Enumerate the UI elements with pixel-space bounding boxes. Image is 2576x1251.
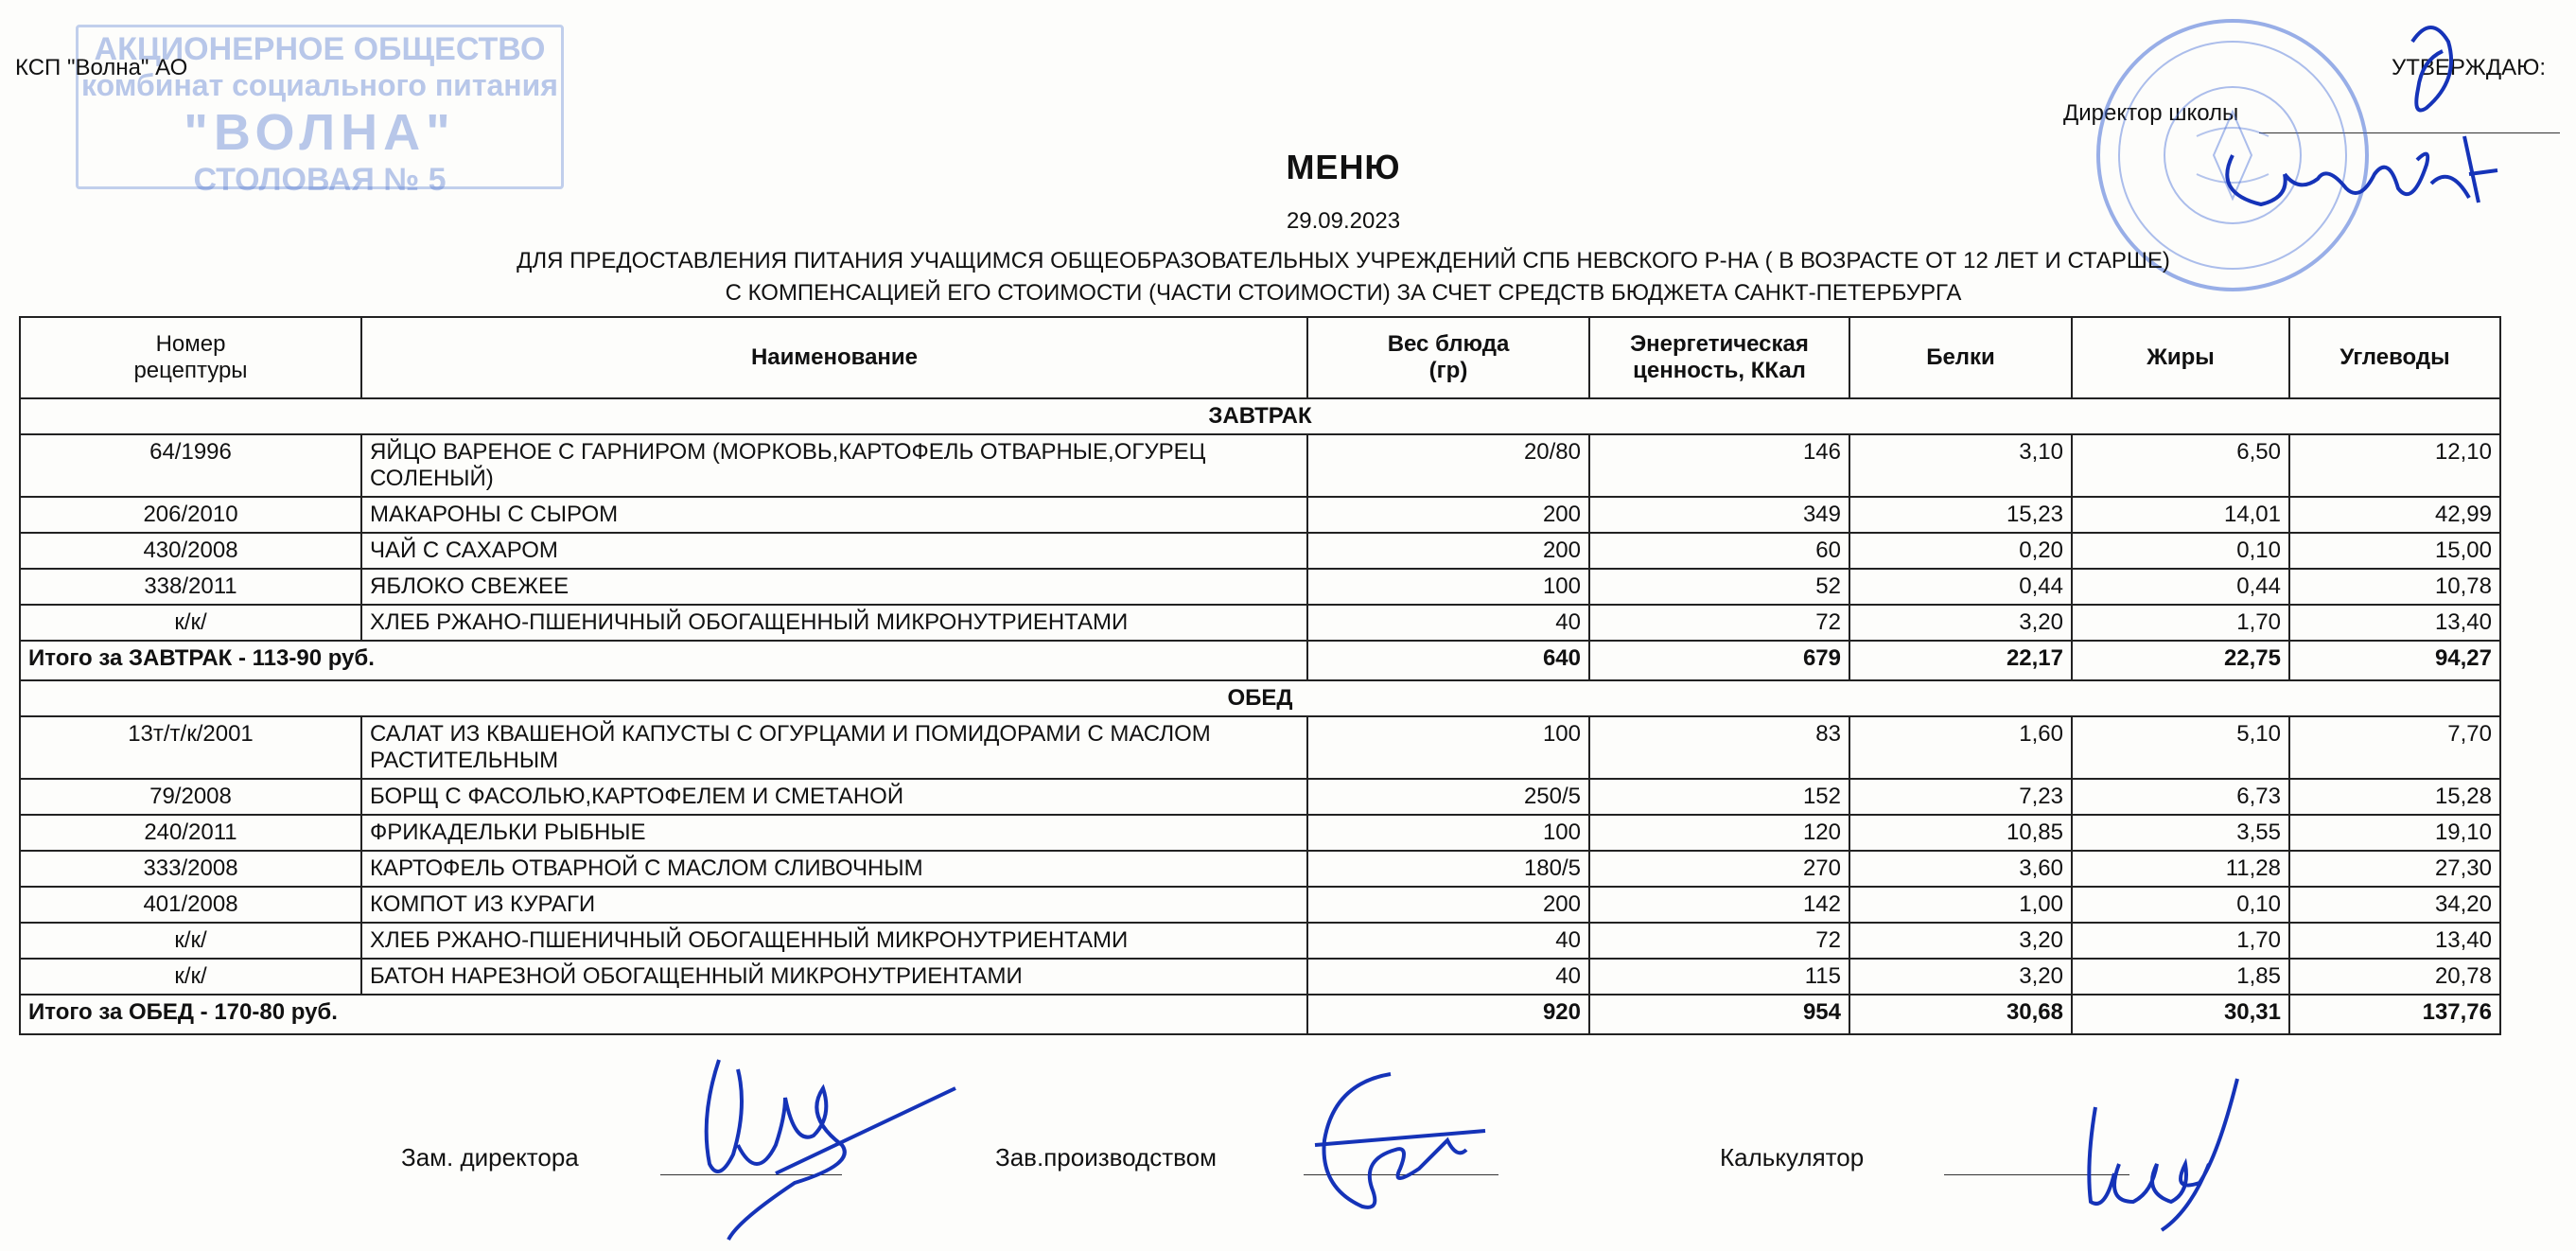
dish-carbs: 19,10 [2289,815,2500,851]
dish-fats: 6,50 [2072,434,2289,497]
calculator-label: Калькулятор [1720,1143,1865,1172]
dish-name: БАТОН НАРЕЗНОЙ ОБОГАЩЕННЫЙ МИКРОНУТРИЕНТАМИ [361,959,1307,995]
dish-carbs: 42,99 [2289,497,2500,533]
dish-fats: 0,44 [2072,569,2289,605]
total-carbs: 137,76 [2289,995,2500,1034]
recipe-code: 206/2010 [20,497,361,533]
column-header-energy: Энергетическая ценность, ККал [1589,317,1849,398]
director-label: Директор школы [2063,100,2239,126]
dish-name: БОРЩ С ФАСОЛЬЮ,КАРТОФЕЛЕМ И СМЕТАНОЙ [361,779,1307,815]
dish-energy: 146 [1589,434,1849,497]
recipe-code: 79/2008 [20,779,361,815]
recipe-code: 240/2011 [20,815,361,851]
table-row [20,605,2500,641]
table-row [20,716,2500,779]
total-row-breakfast [20,641,2500,680]
dish-energy: 52 [1589,569,1849,605]
column-header-code: Номер рецептуры [20,317,361,398]
recipe-code: 64/1996 [20,434,361,497]
dish-weight: 100 [1307,569,1589,605]
dish-proteins: 0,20 [1849,533,2072,569]
menu-table [19,316,2501,1035]
dish-fats: 0,10 [2072,887,2289,923]
dish-weight: 200 [1307,887,1589,923]
total-label: Итого за ЗАВТРАК - 113-90 руб. [20,641,1307,680]
dish-name: ЧАЙ С САХАРОМ [361,533,1307,569]
dish-weight: 100 [1307,716,1589,779]
column-header-fats: Жиры [2072,317,2289,398]
dish-name: ХЛЕБ РЖАНО-ПШЕНИЧНЫЙ ОБОГАЩЕННЫЙ МИКРОНУТРИЕНТАМИ [361,923,1307,959]
dish-name: КАРТОФЕЛЬ ОТВАРНОЙ С МАСЛОМ СЛИВОЧНЫМ [361,851,1307,887]
table-row [20,959,2500,995]
dish-fats: 14,01 [2072,497,2289,533]
dish-name: САЛАТ ИЗ КВАШЕНОЙ КАПУСТЫ С ОГУРЦАМИ И ПОМИДОРАМИ С МАСЛОМ РАСТИТЕЛЬНЫМ [361,716,1307,779]
total-energy: 954 [1589,995,1849,1034]
subtitle-line-1: ДЛЯ ПРЕДОСТАВЛЕНИЯ ПИТАНИЯ УЧАЩИМСЯ ОБЩЕОБРАЗОВАТЕЛЬНЫХ УЧРЕЖДЕНИЙ СПБ НЕВСКОГО Р-НА ( В ВОЗРАСТЕ ОТ 12 ЛЕТ И СТАРШЕ) [517,248,2170,273]
column-header-proteins: Белки [1849,317,2072,398]
dish-weight: 20/80 [1307,434,1589,497]
column-header-carbs: Углеводы [2289,317,2500,398]
production-head-label: Зав.производством [995,1143,1217,1172]
total-weight: 640 [1307,641,1589,680]
dish-carbs: 7,70 [2289,716,2500,779]
dish-fats: 3,55 [2072,815,2289,851]
dish-carbs: 27,30 [2289,851,2500,887]
dish-name: МАКАРОНЫ С СЫРОМ [361,497,1307,533]
column-header-name: Наименование [361,317,1307,398]
dish-fats: 5,10 [2072,716,2289,779]
dish-carbs: 10,78 [2289,569,2500,605]
dish-carbs: 12,10 [2289,434,2500,497]
dish-weight: 40 [1307,923,1589,959]
dish-fats: 0,10 [2072,533,2289,569]
total-proteins: 30,68 [1849,995,2072,1034]
table-row [20,923,2500,959]
page-title: МЕНЮ [1286,148,1401,186]
recipe-code: 13т/т/к/2001 [20,716,361,779]
dish-energy: 72 [1589,605,1849,641]
approve-label: УТВЕРЖДАЮ: [2392,55,2546,80]
dish-fats: 11,28 [2072,851,2289,887]
dish-name: ХЛЕБ РЖАНО-ПШЕНИЧНЫЙ ОБОГАЩЕННЫЙ МИКРОНУТРИЕНТАМИ [361,605,1307,641]
organization-stamp: АКЦИОНЕРНОЕ ОБЩЕСТВО комбинат социального питания "ВОЛНА" СТОЛОВАЯ № 5 [76,25,564,189]
dish-energy: 60 [1589,533,1849,569]
recipe-code: 338/2011 [20,569,361,605]
dish-carbs: 13,40 [2289,605,2500,641]
dish-name: ЯЙЦО ВАРЕНОЕ С ГАРНИРОМ (МОРКОВЬ,КАРТОФЕЛЬ ОТВАРНЫЕ,ОГУРЕЦ СОЛЕНЫЙ) [361,434,1307,497]
dish-carbs: 13,40 [2289,923,2500,959]
recipe-code: 333/2008 [20,851,361,887]
table-row [20,533,2500,569]
table-row [20,497,2500,533]
dish-fats: 1,70 [2072,605,2289,641]
dish-energy: 270 [1589,851,1849,887]
total-fats: 30,31 [2072,995,2289,1034]
section-title: ОБЕД [20,680,2500,716]
total-weight: 920 [1307,995,1589,1034]
dish-energy: 349 [1589,497,1849,533]
total-label: Итого за ОБЕД - 170-80 руб. [20,995,1307,1034]
total-carbs: 94,27 [2289,641,2500,680]
dish-fats: 1,85 [2072,959,2289,995]
table-row [20,434,2500,497]
menu-date: 29.09.2023 [1286,208,1401,234]
dish-proteins: 1,60 [1849,716,2072,779]
production-head-signature [1296,1055,1504,1221]
dish-proteins: 3,10 [1849,434,2072,497]
dish-fats: 1,70 [2072,923,2289,959]
dish-weight: 40 [1307,959,1589,995]
total-fats: 22,75 [2072,641,2289,680]
dish-name: ФРИКАДЕЛЬКИ РЫБНЫЕ [361,815,1307,851]
table-header-row [20,317,2500,398]
dish-energy: 83 [1589,716,1849,779]
section-title: ЗАВТРАК [20,398,2500,434]
total-proteins: 22,17 [1849,641,2072,680]
total-energy: 679 [1589,641,1849,680]
dish-proteins: 7,23 [1849,779,2072,815]
dish-energy: 152 [1589,779,1849,815]
dish-energy: 72 [1589,923,1849,959]
dish-carbs: 34,20 [2289,887,2500,923]
dish-weight: 200 [1307,497,1589,533]
table-row [20,779,2500,815]
dish-weight: 100 [1307,815,1589,851]
dish-carbs: 15,28 [2289,779,2500,815]
table-row [20,851,2500,887]
dish-proteins: 3,20 [1849,923,2072,959]
dish-name: КОМПОТ ИЗ КУРАГИ [361,887,1307,923]
dish-proteins: 3,20 [1849,605,2072,641]
table-row [20,887,2500,923]
table-row [20,569,2500,605]
recipe-code: к/к/ [20,959,361,995]
table-row [20,815,2500,851]
calculator-signature [2067,1069,2256,1240]
recipe-code: к/к/ [20,605,361,641]
recipe-code: к/к/ [20,923,361,959]
dish-proteins: 15,23 [1849,497,2072,533]
dish-proteins: 10,85 [1849,815,2072,851]
dish-fats: 6,73 [2072,779,2289,815]
column-header-weight: Вес блюда (гр) [1307,317,1589,398]
dish-weight: 40 [1307,605,1589,641]
dish-name: ЯБЛОКО СВЕЖЕЕ [361,569,1307,605]
dish-carbs: 15,00 [2289,533,2500,569]
dish-proteins: 0,44 [1849,569,2072,605]
dish-energy: 115 [1589,959,1849,995]
dish-energy: 120 [1589,815,1849,851]
dish-weight: 200 [1307,533,1589,569]
deputy-director-label: Зам. директора [401,1143,579,1172]
dish-proteins: 3,60 [1849,851,2072,887]
dish-energy: 142 [1589,887,1849,923]
deputy-director-signature [681,1041,965,1249]
organization-name: КСП "Волна" АО [15,55,188,80]
recipe-code: 401/2008 [20,887,361,923]
section-row-breakfast [20,398,2500,434]
section-row-lunch [20,680,2500,716]
dish-weight: 180/5 [1307,851,1589,887]
dish-proteins: 3,20 [1849,959,2072,995]
subtitle-line-2: С КОМПЕНСАЦИЕЙ ЕГО СТОИМОСТИ (ЧАСТИ СТОИМОСТИ) ЗА СЧЕТ СРЕДСТВ БЮДЖЕТА САНКТ-ПЕТЕРБУРГА [725,280,1962,306]
dish-carbs: 20,78 [2289,959,2500,995]
dish-proteins: 1,00 [1849,887,2072,923]
recipe-code: 430/2008 [20,533,361,569]
dish-weight: 250/5 [1307,779,1589,815]
total-row-lunch [20,995,2500,1034]
